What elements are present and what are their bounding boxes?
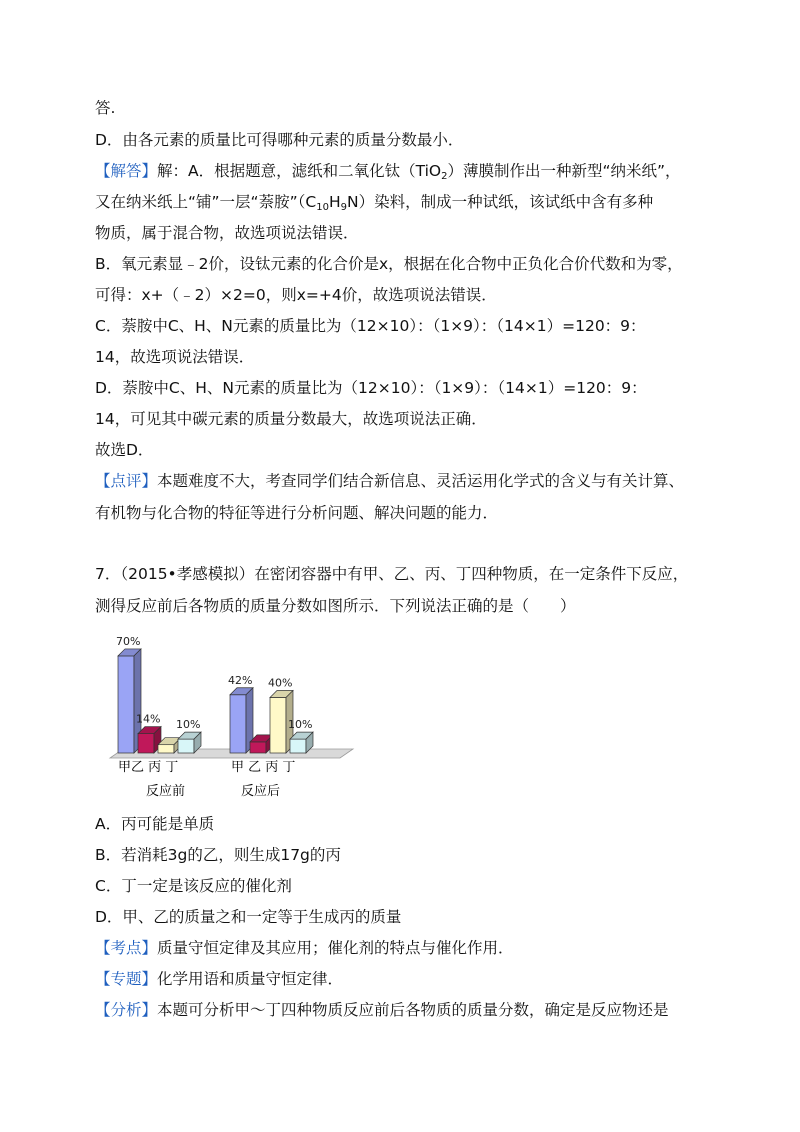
category-labels-before: 甲乙 丙 丁 [118, 760, 179, 775]
bar-before-0 [118, 656, 134, 753]
fenxi-tag: 【分析】 [95, 1001, 158, 1019]
data-label-after-2: 40% [268, 676, 293, 690]
solution-line-2: 又在纳米纸上“铺”一层“萘胺$”(C_{10}H_9N)$染料，制成一种试纸，该试纸中含有多种 [95, 193, 654, 213]
bar-after-3 [290, 739, 306, 753]
bar-after-0 [230, 695, 246, 753]
data-label-after-3: 10% [288, 718, 313, 732]
question-line-1: 7．（2015•孝感模拟）在密闭容器中有甲、乙、丙、丁四种物质，在一定条件下反应， [95, 565, 689, 583]
solution-line-8: D．萘胺中C、H、N元素的质量比为（12×10）：（1×9）：（14×1）=120：9： [95, 379, 647, 397]
bar-before-3 [178, 739, 194, 753]
comment-tag: 【点评】 [95, 472, 158, 490]
question-line-2: 测得反应前后各物质的质量分数如图所示．下列说法正确的是（ ） [95, 597, 576, 615]
bar-before-2 [158, 745, 174, 753]
solution-line-5: 可得：x+（﹣2）×2=0，则x=+4价，故选项说法错误． [95, 286, 497, 304]
prev-answer-tail: 答. [95, 99, 116, 117]
bar-after-1 [250, 742, 266, 753]
category-labels-after: 甲 乙 丙 丁 [231, 760, 296, 775]
zhuanti-tag: 【专题】 [95, 970, 158, 988]
data-label-before-1: 14% [136, 712, 161, 726]
solution-line-7: 14，故选项说法错误． [95, 348, 255, 366]
data-label-before-0: 70% [116, 634, 141, 648]
group-label-before: 反应前 [146, 784, 186, 799]
option-b: B．若消耗3g的乙，则生成17g的丙 [95, 846, 341, 864]
group-label-after: 反应后 [241, 784, 281, 799]
solution-line-6: C．萘胺中C、H、N元素的质量比为（12×10）：（1×9）：（14×1）=120：9： [95, 317, 646, 335]
data-label-before-3: 10% [176, 718, 201, 732]
option-c: C．丁一定是该反应的催化剂 [95, 877, 292, 895]
option-a: A．丙可能是单质 [95, 815, 215, 833]
zhuanti-line: 【专题】化学用语和质量守恒定律． [95, 970, 344, 988]
fenxi-line: 【分析】本题可分析甲～丁四种物质反应前后各物质的质量分数，确定是反应物还是 [95, 1001, 669, 1019]
comment-line-2: 有机物与化合物的特征等进行分析问题、解决问题的能力． [95, 504, 499, 522]
comment-line-1: 【点评】本题难度不大，考查同学们结合新信息、灵活运用化学式的含义与有关计算、 [95, 472, 685, 490]
bar-after-2 [270, 698, 286, 753]
kaodian-tag: 【考点】 [95, 939, 158, 957]
kaodian-line: 【考点】质量守恒定律及其应用；催化剂的特点与催化作用． [95, 939, 514, 957]
data-label-after-0: 42% [228, 673, 253, 687]
mass-fraction-bar-chart [108, 625, 358, 815]
prev-option-d: D．由各元素的质量比可得哪种元素的质量分数最小． [95, 131, 464, 149]
bar-before-1 [138, 734, 154, 753]
solution-tag: 【解答】 [95, 162, 158, 180]
solution-line-10: 故选D． [95, 441, 154, 459]
solution-line-9: 14，可见其中碳元素的质量分数最大，故选项说法正确． [95, 410, 487, 428]
option-d: D．甲、乙的质量之和一定等于生成丙的质量 [95, 908, 402, 926]
solution-line-1: 【解答】解：A．根据题意，滤纸和二氧化钛（TiO$_2$）薄膜制作出一种新型“纳米纸”， [95, 162, 681, 182]
solution-line-3: 物质，属于混合物，故选项说法错误． [95, 224, 359, 242]
solution-line-4: B．氧元素显﹣2价，设钛元素的化合价是x，根据在化合物中正负化合价代数和为零， [95, 255, 683, 273]
